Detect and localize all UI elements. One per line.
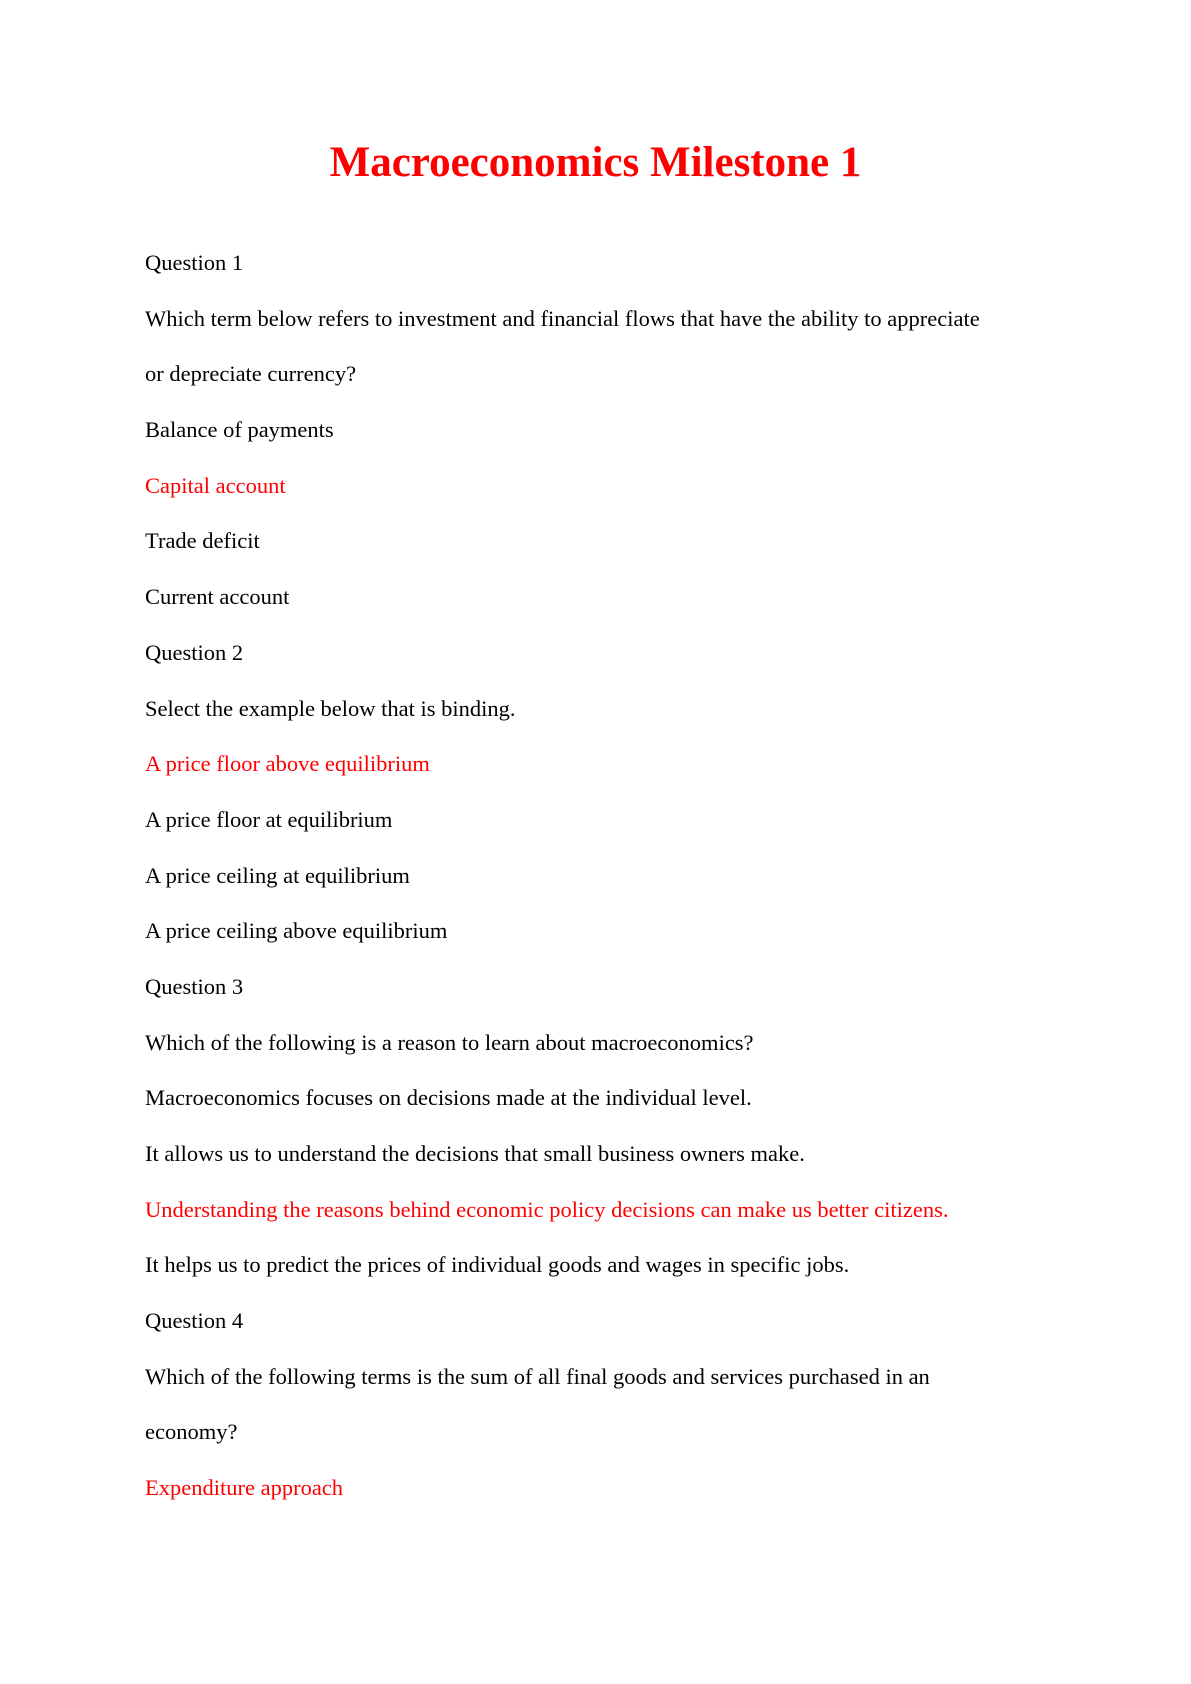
answer-option: Trade deficit: [145, 528, 260, 554]
answer-option: It helps us to predict the prices of individual goods and wages in specific jobs.: [145, 1252, 850, 1278]
question-prompt: Select the example below that is binding.: [145, 695, 516, 721]
answer-option: Balance of payments: [145, 417, 334, 443]
answer-option-correct: A price floor above equilibrium: [145, 751, 430, 777]
answer-option-correct: Expenditure approach: [145, 1475, 344, 1501]
question-prompt: Which of the following is a reason to learn about macroeconomics?: [145, 1029, 754, 1055]
question-prompt: Which term below refers to investment and financial flows that have the ability to appreciate: [145, 305, 980, 331]
answer-option: A price floor at equilibrium: [145, 806, 393, 832]
answer-option: Current account: [145, 584, 290, 610]
question-list: [145, 247, 1065, 1528]
answer-option: A price ceiling at equilibrium: [145, 862, 410, 888]
question-prompt: economy?: [145, 1419, 238, 1445]
question-label: Question 4: [145, 1308, 244, 1334]
question-prompt: Which of the following terms is the sum of all final goods and services purchased in an: [145, 1363, 930, 1389]
answer-option-correct: Understanding the reasons behind economic policy decisions can make us better citizens.: [145, 1196, 949, 1222]
answer-option: A price ceiling above equilibrium: [145, 918, 448, 944]
question-label: Question 3: [145, 973, 244, 999]
page-title: Macroeconomics Milestone 1: [329, 139, 862, 186]
question-label: Question 2: [145, 639, 244, 665]
answer-option: It allows us to understand the decisions that small business owners make.: [145, 1141, 805, 1166]
question-label: Question 1: [145, 250, 244, 275]
answer-option: Macroeconomics focuses on decisions made at the individual level.: [145, 1085, 752, 1111]
answer-option-correct: Capital account: [145, 472, 286, 498]
question-prompt: or depreciate currency?: [145, 361, 357, 387]
